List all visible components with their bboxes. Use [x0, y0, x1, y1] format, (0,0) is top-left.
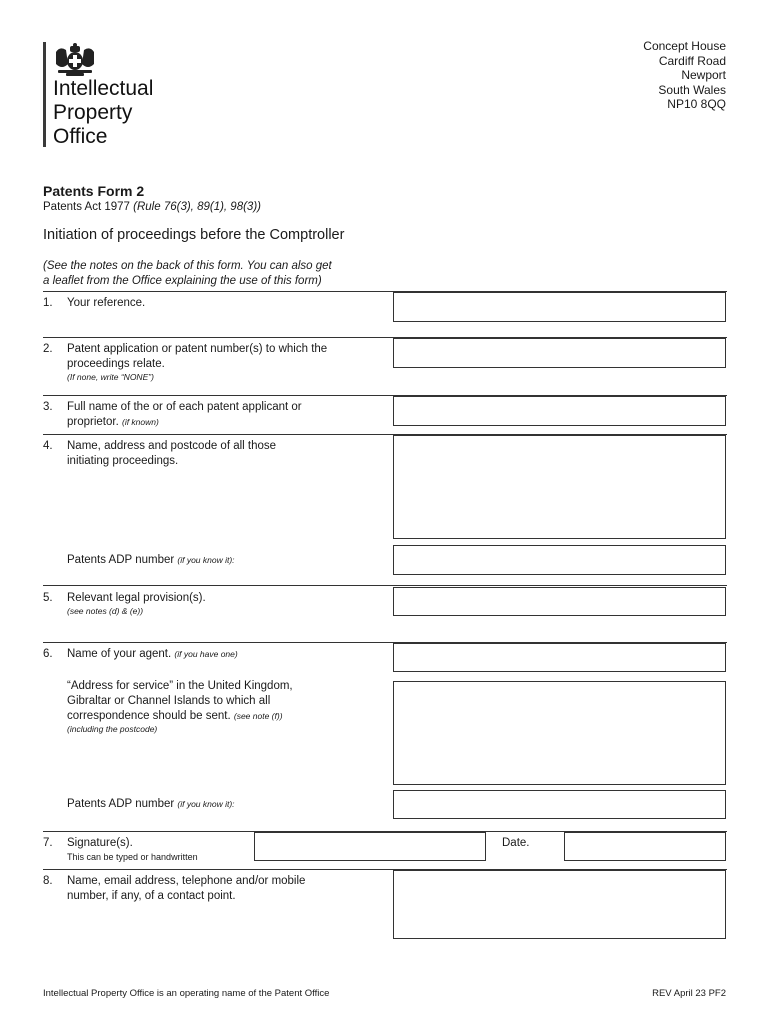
label-hint: This can be typed or handwritten — [67, 852, 198, 862]
patent-number-field[interactable] — [393, 338, 726, 368]
adp-number-label — [67, 553, 235, 568]
label-line: Name of your agent. — [67, 648, 172, 660]
section-divider — [43, 585, 727, 586]
form-title: Patents Form 2 — [43, 183, 145, 199]
agent-adp-number-field[interactable] — [393, 790, 726, 819]
date-label: Date. — [502, 837, 530, 849]
label-line: “Address for service” in the United Kingdom, — [67, 680, 293, 692]
signature-label — [67, 836, 252, 864]
logo-line-3: Office — [53, 125, 108, 148]
label-line: proceedings relate. — [67, 358, 165, 370]
agent-adp-number-label — [67, 797, 235, 812]
logo-bar — [43, 42, 46, 147]
address-line: NP10 8QQ — [667, 97, 726, 112]
label-line: Name, address and postcode of all those — [67, 440, 277, 452]
patent-number-label — [67, 342, 387, 383]
logo-wordmark — [53, 77, 153, 149]
address-for-service-field[interactable] — [393, 681, 726, 785]
form-heading: Initiation of proceedings before the Comptroller — [43, 227, 345, 243]
address-line: Cardiff Road — [658, 53, 726, 68]
label-hint: (if you know it): — [177, 799, 235, 809]
act-name: Patents Act 1977 — [43, 201, 130, 213]
legal-provision-label — [67, 591, 387, 617]
label-line: Patent application or patent number(s) to which the — [67, 343, 328, 355]
royal-crest-icon — [52, 42, 98, 76]
initiators-adp-number-field[interactable] — [393, 545, 726, 575]
logo-line-1: Intellectual — [53, 77, 154, 100]
initiators-address-field[interactable] — [393, 435, 726, 539]
act-rule: (Rule 76(3), 89(1), 98(3)) — [133, 201, 261, 213]
address-line: Newport — [681, 68, 726, 83]
label-line: proprietor. — [67, 416, 119, 428]
section-number: 1. — [43, 297, 53, 309]
contact-point-label — [67, 874, 387, 904]
form-revision: REV April 23 PF2 — [652, 988, 726, 999]
agent-name-label — [67, 647, 238, 662]
label-hint: (if you have one) — [174, 649, 238, 659]
legal-provision-field[interactable] — [393, 587, 726, 616]
label-line: number, if any, of a contact point. — [67, 890, 236, 902]
label-line: Name, email address, telephone and/or mobile — [67, 875, 306, 887]
section-number: 4. — [43, 440, 53, 452]
label-hint: (if known) — [121, 417, 159, 427]
address-line: South Wales — [658, 82, 726, 97]
signature-field[interactable] — [254, 832, 486, 861]
label-line: Signature(s). — [67, 837, 133, 849]
section-number: 8. — [43, 875, 53, 887]
logo-line-2: Property — [53, 101, 133, 124]
your-reference-label: Your reference. — [67, 297, 146, 309]
section-number: 7. — [43, 837, 53, 849]
address-for-service-label — [67, 679, 387, 735]
address-line: Concept House — [643, 39, 726, 53]
label-line: Full name of the or of each patent applicant or — [67, 401, 302, 413]
office-address — [643, 39, 726, 112]
notes-line: a leaflet from the Office explaining the use of this form) — [43, 274, 322, 287]
act-reference — [43, 201, 261, 213]
label-hint: (see notes (d) & (e)) — [67, 606, 144, 616]
form-notes — [43, 259, 383, 288]
label-line: initiating proceedings. — [67, 455, 179, 467]
section-number: 2. — [43, 343, 53, 355]
label-line: correspondence should be sent. — [67, 710, 231, 722]
section-number: 6. — [43, 648, 53, 660]
initiators-label — [67, 439, 387, 469]
notes-line: (See the notes on the back of this form. You can also get — [43, 260, 332, 272]
date-field[interactable] — [564, 832, 726, 861]
label-hint: (see note (f)) — [233, 711, 283, 721]
label-line: Patents ADP number — [67, 798, 175, 810]
label-line: Gibraltar or Channel Islands to which all — [67, 695, 271, 707]
label-hint: (including the postcode) — [67, 724, 158, 734]
your-reference-field[interactable] — [393, 292, 726, 322]
contact-point-field[interactable] — [393, 870, 726, 939]
agent-name-field[interactable] — [393, 643, 726, 672]
footer-note: Intellectual Property Office is an operating name of the Patent Office — [43, 988, 330, 999]
label-hint: (if you know it): — [177, 555, 235, 565]
applicant-name-label — [67, 400, 387, 430]
label-line: Patents ADP number — [67, 554, 175, 566]
section-number: 5. — [43, 592, 53, 604]
label-hint: (If none, write “NONE”) — [67, 372, 154, 382]
applicant-name-field[interactable] — [393, 396, 726, 426]
label-line: Relevant legal provision(s). — [67, 592, 206, 604]
section-number: 3. — [43, 401, 53, 413]
